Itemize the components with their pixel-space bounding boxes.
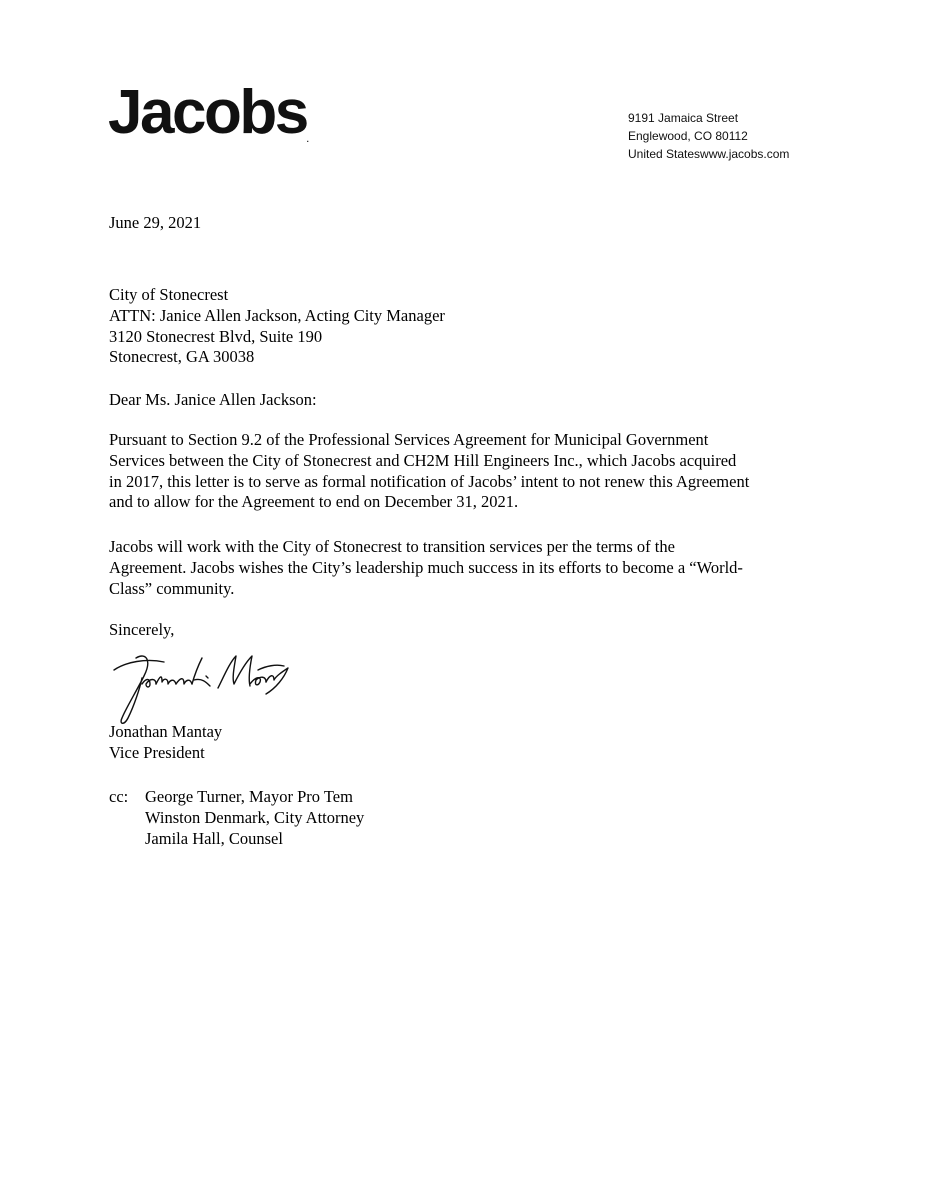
- address-line: United Stateswww.jacobs.com: [628, 147, 790, 161]
- paragraph-line: Agreement. Jacobs wishes the City’s leadership much success in its efforts to become a “World-: [109, 557, 743, 577]
- cc-recipient: George Turner, Mayor Pro Tem: [145, 787, 353, 806]
- cc-recipient: Winston Denmark, City Attorney: [145, 807, 365, 827]
- cc-recipient-list: [145, 787, 364, 849]
- closing: Sincerely,: [109, 620, 175, 639]
- paragraph-line: and to allow for the Agreement to end on December 31, 2021.: [109, 492, 519, 512]
- recipient-line: City of Stonecrest: [109, 285, 229, 304]
- paragraph-line: in 2017, this letter is to serve as formal notification of Jacobs’ intent to not renew this Agreement: [109, 471, 750, 491]
- recipient-line: Stonecrest, GA 30038: [109, 347, 255, 367]
- handwritten-signature: [106, 648, 296, 728]
- signer-title: Vice President: [109, 742, 205, 762]
- paragraph-line: Services between the City of Stonecrest and CH2M Hill Engineers Inc., which Jacobs acquired: [109, 450, 737, 470]
- paragraph-line: Class” community.: [109, 578, 235, 598]
- address-line: Englewood, CO 80112: [628, 129, 748, 143]
- logo-mark: .: [306, 135, 309, 144]
- address-line: 9191 Jamaica Street: [628, 111, 739, 125]
- signer-block: [109, 722, 829, 764]
- recipient-line: ATTN: Janice Allen Jackson, Acting City Manager: [109, 305, 445, 325]
- signer-name: Jonathan Mantay: [109, 722, 223, 741]
- paragraph-1: [109, 430, 829, 513]
- cc-label: cc:: [109, 787, 129, 806]
- paragraph-2: [109, 537, 829, 599]
- paragraph-line: Pursuant to Section 9.2 of the Professional Services Agreement for Municipal Government: [109, 430, 709, 449]
- recipient-line: 3120 Stonecrest Blvd, Suite 190: [109, 326, 323, 346]
- cc-recipient: Jamila Hall, Counsel: [145, 828, 283, 848]
- jacobs-logo: [108, 78, 309, 147]
- paragraph-line: Jacobs will work with the City of Stonecrest to transition services per the terms of the: [109, 537, 675, 556]
- logo-text: Jacobs: [108, 78, 307, 147]
- recipient-address: [109, 285, 829, 368]
- letter-date: June 29, 2021: [109, 213, 202, 232]
- salutation: Dear Ms. Janice Allen Jackson:: [109, 390, 317, 409]
- sender-address: [628, 109, 789, 163]
